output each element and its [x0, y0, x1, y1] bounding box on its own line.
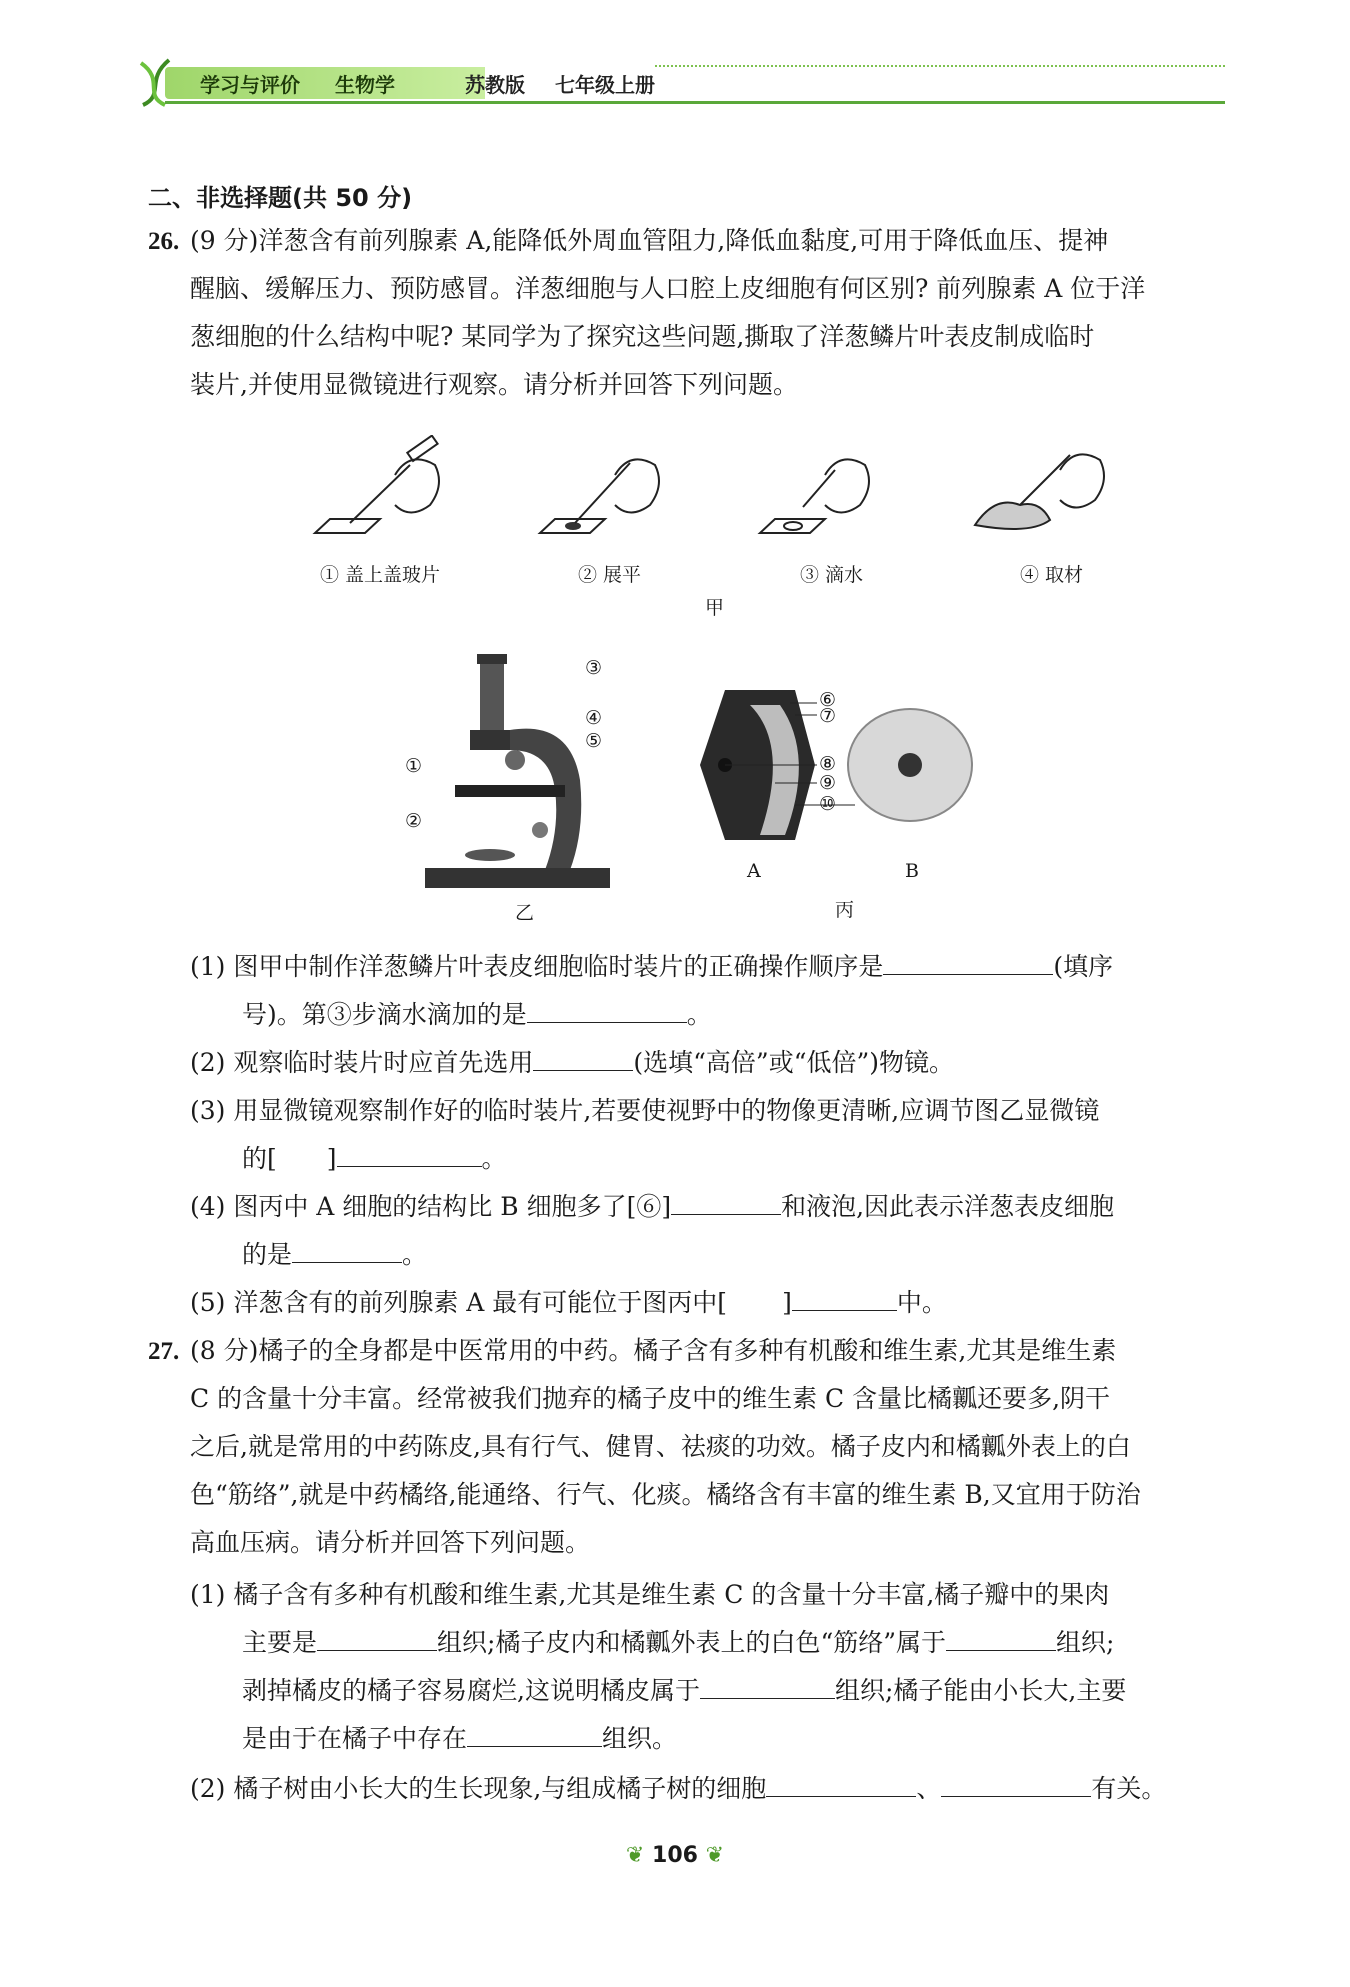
answer-blank[interactable]: [792, 1284, 897, 1311]
cell-b-label: B: [905, 860, 919, 882]
answer-blank[interactable]: [317, 1624, 437, 1651]
q27-sub1-line2: 主要是 组织;橘子皮内和橘瓤外表上的白色“筋络”属于 组织;: [242, 1624, 1114, 1662]
step-drip-water-drawing: [755, 435, 895, 545]
answer-blank[interactable]: [941, 1770, 1091, 1797]
label-6: ⑥: [819, 689, 837, 711]
figure-yi-microscope: [405, 650, 620, 924]
figure-jia: [300, 435, 1120, 625]
q26-sub1-line2: 号)。第③步滴水滴加的是 。: [242, 996, 712, 1034]
q26-stem-line4: 装片,并使用显微镜进行观察。请分析并回答下列问题。: [190, 370, 798, 399]
leaf-right-icon: ❦: [705, 1843, 725, 1868]
label-2: ②: [405, 810, 423, 832]
figure-yi-caption: 乙: [515, 902, 535, 924]
q27-sub2: (2) 橘子树由小长大的生长现象,与组成橘子树的细胞 、 有关。: [190, 1770, 1166, 1808]
q26-sub2: (2) 观察临时装片时应首先选用 (选填“高倍”或“低倍”)物镜。: [190, 1044, 954, 1082]
answer-blank[interactable]: [766, 1770, 916, 1797]
subject-title: 生物学: [335, 73, 395, 97]
microscope-drawing: [415, 650, 620, 890]
cells-drawing: [695, 685, 995, 855]
edition-label: 苏教版: [465, 73, 525, 97]
answer-blank[interactable]: [671, 1188, 781, 1215]
q27-number: 27.: [148, 1338, 180, 1365]
grade-label: 七年级上册: [555, 73, 655, 97]
q26-sub4-line2: 的是 。: [242, 1236, 427, 1274]
figure-bing-cells: [695, 685, 995, 925]
step-cover-slip-drawing: [310, 435, 450, 545]
q27-stem-line3: 之后,就是常用的中药陈皮,具有行气、健胃、祛痰的功效。橘子皮内和橘瓤外表上的白: [190, 1432, 1131, 1461]
header-rule: [165, 101, 1225, 104]
q27-sub1-line3: 剥掉橘皮的橘子容易腐烂,这说明橘皮属于 组织;橘子能由小长大,主要: [242, 1672, 1126, 1710]
figure-jia-caption: 甲: [705, 597, 725, 619]
answer-blank[interactable]: [292, 1236, 402, 1263]
answer-blank[interactable]: [527, 996, 687, 1023]
page-footer: [0, 1843, 1350, 1868]
label-9: ⑨: [819, 772, 837, 794]
q27-stem-line1: (8 分)橘子的全身都是中医常用的中药。橘子含有多种有机酸和维生素,尤其是维生素: [190, 1336, 1117, 1365]
page-header: [135, 55, 1225, 110]
answer-blank[interactable]: [337, 1140, 482, 1167]
label-10: ⑩: [819, 793, 837, 815]
answer-blank[interactable]: [533, 1044, 633, 1071]
page-number: 106: [652, 1843, 698, 1868]
figure-bing-caption: 丙: [835, 899, 855, 921]
q26-number: 26.: [148, 228, 180, 255]
step2-caption: ② 展平: [578, 564, 642, 586]
q27-stem-line2: C 的含量十分丰富。经常被我们抛弃的橘子皮中的维生素 C 含量比橘瓤还要多,阴干: [190, 1384, 1111, 1413]
label-7: ⑦: [819, 705, 837, 727]
answer-blank[interactable]: [700, 1672, 835, 1699]
q27-sub1-line4: 是由于在橘子中存在 组织。: [242, 1720, 677, 1758]
q26-sub3-line1: (3) 用显微镜观察制作好的临时装片,若要使视野中的物像更清晰,应调节图乙显微镜: [190, 1096, 1100, 1125]
q26-sub3-line2: 的[ ] 。: [242, 1140, 507, 1178]
q27-stem-line5: 高血压病。请分析并回答下列问题。: [190, 1528, 591, 1557]
q26-sub4-line1: (4) 图丙中 A 细胞的结构比 B 细胞多了[⑥] 和液泡,因此表示洋葱表皮细胞: [190, 1188, 1114, 1226]
label-3: ③: [585, 657, 603, 679]
step1-caption: ① 盖上盖玻片: [320, 564, 441, 586]
answer-blank[interactable]: [883, 948, 1053, 975]
label-4: ④: [585, 707, 603, 729]
q26-stem-line2: 醒脑、缓解压力、预防感冒。洋葱细胞与人口腔上皮细胞有何区别? 前列腺素 A 位于洋: [190, 274, 1146, 303]
step4-caption: ④ 取材: [1020, 564, 1084, 586]
section-title: 二、非选择题(共 50 分): [148, 184, 413, 212]
q26-sub5: (5) 洋葱含有的前列腺素 A 最有可能位于图丙中[ ] 中。: [190, 1284, 947, 1322]
step-take-material-drawing: [970, 435, 1120, 545]
step-flatten-drawing: [535, 435, 675, 545]
q26-stem-line3: 葱细胞的什么结构中呢? 某同学为了探究这些问题,撕取了洋葱鳞片叶表皮制成临时: [190, 322, 1095, 351]
answer-blank[interactable]: [467, 1720, 602, 1747]
header-dots: [655, 65, 1225, 67]
step3-caption: ③ 滴水: [800, 564, 864, 586]
q26-stem-line1: (9 分)洋葱含有前列腺素 A,能降低外周血管阻力,降低血黏度,可用于降低血压、提神: [190, 226, 1109, 255]
leaf-left-icon: ❦: [625, 1843, 645, 1868]
label-1: ①: [405, 755, 423, 777]
answer-blank[interactable]: [946, 1624, 1056, 1651]
q27-stem-line4: 色“筋络”,就是中药橘络,能通络、行气、化痰。橘络含有丰富的维生素 B,又宜用于防治: [190, 1480, 1141, 1509]
brand-title: 学习与评价: [200, 73, 300, 97]
label-5: ⑤: [585, 730, 603, 752]
label-8: ⑧: [819, 753, 837, 775]
q27-sub1-line1: (1) 橘子含有多种有机酸和维生素,尤其是维生素 C 的含量十分丰富,橘子瓣中的果肉: [190, 1580, 1110, 1609]
q26-sub1-line1: (1) 图甲中制作洋葱鳞片叶表皮细胞临时装片的正确操作顺序是 (填序: [190, 948, 1113, 986]
cell-a-label: A: [747, 860, 761, 882]
